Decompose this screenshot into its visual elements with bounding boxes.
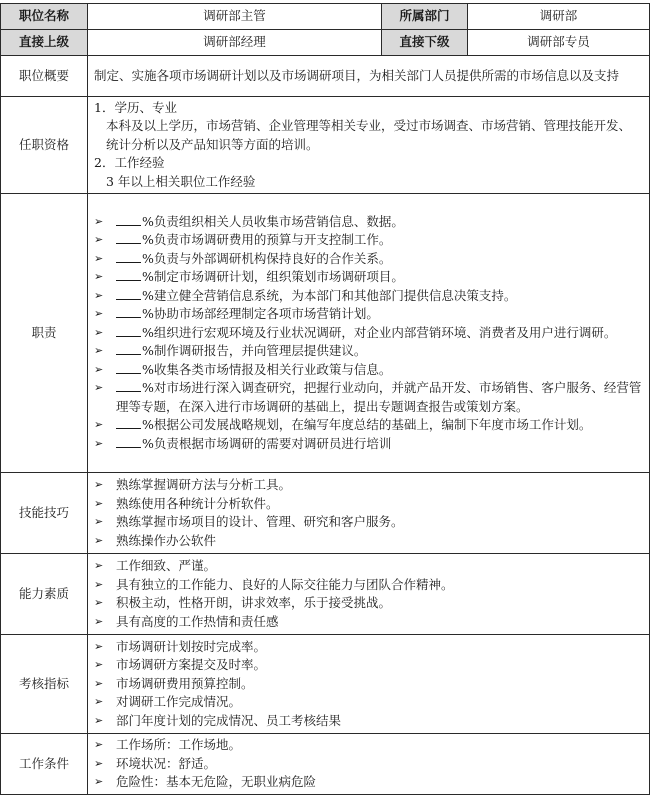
arrow-bullet-icon: ➢	[94, 756, 104, 770]
kpi-content	[88, 635, 650, 734]
kpi-text: 市场调研计划按时完成率。	[116, 638, 267, 654]
kpi-text: 市场调研费用预算控制。	[116, 675, 254, 691]
department-label: 所属部门	[382, 4, 468, 30]
kpi-item	[94, 712, 643, 731]
arrow-bullet-icon: ➢	[94, 307, 104, 321]
duty-item	[94, 287, 643, 306]
duties-content	[88, 194, 650, 473]
kpi-row	[1, 635, 650, 734]
percentage-blank	[116, 417, 141, 429]
percentage-blank	[116, 436, 141, 448]
kpi-item	[94, 656, 643, 675]
arrow-bullet-icon: ➢	[94, 381, 104, 395]
kpi-item	[94, 638, 643, 657]
condition-text: 工作场所：工作场地。	[116, 737, 242, 753]
duty-item	[94, 416, 643, 435]
position-name-value: 调研部主管	[88, 4, 382, 30]
skill-item	[94, 532, 643, 551]
duty-item	[94, 379, 643, 416]
duty-text: %协助市场部经理制定各项市场营销计划。	[142, 306, 379, 322]
position-name-label: 职位名称	[1, 4, 88, 30]
qualification-text: 本科及以上学历，市场营销、企业管理等相关专业，受过市场调查、市场营销、管理技能开发、统计分析以及产品知识等方面的培训。	[106, 118, 632, 152]
percentage-blank	[116, 251, 141, 263]
kpi-text: 对调研工作完成情况。	[116, 694, 242, 710]
ability-text: 具有独立的工作能力、良好的人际交往能力与团队合作精神。	[116, 576, 454, 592]
arrow-bullet-icon: ➢	[94, 695, 104, 709]
percentage-blank	[116, 232, 141, 244]
kpi-list	[94, 638, 643, 731]
ability-text: 工作细致、严谨。	[116, 558, 217, 573]
subordinate-value: 调研部专员	[468, 30, 650, 56]
arrow-bullet-icon: ➢	[94, 738, 104, 752]
duty-item	[94, 305, 643, 324]
percentage-blank	[116, 306, 141, 318]
ability-text: 积极主动，性格开朗，讲求效率，乐于接受挑战。	[116, 595, 392, 610]
skill-item	[94, 495, 643, 514]
department-value: 调研部	[468, 4, 650, 30]
kpi-text: 部门年度计划的完成情况、员工考核结果	[116, 712, 342, 728]
arrow-bullet-icon: ➢	[94, 233, 104, 247]
arrow-bullet-icon: ➢	[94, 515, 104, 528]
skills-label: 技能技巧	[1, 473, 88, 554]
arrow-bullet-icon: ➢	[94, 658, 104, 672]
duties-label: 职责	[1, 194, 88, 473]
arrow-bullet-icon: ➢	[94, 577, 104, 591]
kpi-item	[94, 693, 643, 712]
duty-text: %负责组织相关人员收集市场营销信息、数据。	[142, 213, 404, 229]
duty-item	[94, 342, 643, 361]
skills-list	[94, 476, 643, 550]
superior-label: 直接上级	[1, 30, 88, 56]
abilities-row	[1, 554, 650, 635]
overview-row	[1, 56, 650, 97]
skill-text: 熟练使用各种统计分析软件。	[116, 495, 279, 511]
skill-item	[94, 513, 643, 532]
abilities-list	[94, 557, 643, 631]
arrow-bullet-icon: ➢	[94, 270, 104, 284]
arrow-bullet-icon: ➢	[94, 596, 104, 609]
job-description-table	[0, 3, 650, 795]
ability-text: 具有高度的工作热情和责任感	[116, 613, 279, 629]
overview-label: 职位概要	[1, 56, 88, 97]
percentage-blank	[116, 269, 141, 281]
skills-content	[88, 473, 650, 554]
duty-text: %建立健全营销信息系统，为本部门和其他部门提供信息决策支持。	[142, 287, 517, 303]
arrow-bullet-icon: ➢	[94, 676, 104, 690]
conditions-label: 工作条件	[1, 734, 88, 795]
arrow-bullet-icon: ➢	[94, 288, 104, 302]
ability-item	[94, 613, 643, 632]
condition-item	[94, 755, 643, 774]
kpi-text: 市场调研方案提交及时率。	[116, 657, 267, 673]
arrow-bullet-icon: ➢	[94, 214, 104, 228]
ability-item	[94, 594, 643, 613]
qualification-heading: 2．工作经验	[94, 155, 165, 171]
duty-text: %对市场进行深入调查研究，把握行业动向，并就产品开发、市场销售、客户服务、经营管理等专题，在深入进行市场调研的基础上，提出专题调查报告或策划方案。	[116, 380, 642, 414]
duty-item	[94, 231, 643, 250]
arrow-bullet-icon: ➢	[94, 362, 104, 376]
qualification-text: 3 年以上相关职位工作经验	[106, 173, 256, 189]
subordinate-label: 直接下级	[382, 30, 468, 56]
arrow-bullet-icon: ➢	[94, 251, 104, 265]
abilities-label: 能力素质	[1, 554, 88, 635]
arrow-bullet-icon: ➢	[94, 436, 104, 450]
arrow-bullet-icon: ➢	[94, 496, 104, 510]
qualification-heading: 1．学历、专业	[94, 99, 177, 115]
conditions-row	[1, 734, 650, 795]
skill-text: 熟练操作办公软件	[116, 532, 217, 548]
qualifications-row	[1, 97, 650, 194]
arrow-bullet-icon: ➢	[94, 713, 104, 727]
duty-item	[94, 268, 643, 287]
arrow-bullet-icon: ➢	[94, 639, 104, 653]
duty-text: %负责根据市场调研的需要对调研员进行培训	[142, 435, 392, 451]
percentage-blank	[116, 214, 141, 226]
percentage-blank	[116, 362, 141, 374]
overview-text: 制定、实施各项市场调研计划以及市场调研项目，为相关部门人员提供所需的市场信息以及支持	[88, 56, 650, 97]
arrow-bullet-icon: ➢	[94, 533, 104, 547]
condition-item	[94, 736, 643, 755]
kpi-label: 考核指标	[1, 635, 88, 734]
duty-text: %组织进行宏观环境及行业状况调研，对企业内部营销环境、消费者及用户进行调研。	[142, 324, 617, 340]
percentage-blank	[116, 325, 141, 337]
skills-row	[1, 473, 650, 554]
arrow-bullet-icon: ➢	[94, 559, 104, 572]
duty-item	[94, 213, 643, 232]
duty-item	[94, 361, 643, 380]
duty-text: %根据公司发展战略规划，在编写年度总结的基础上，编制下年度市场工作计划。	[142, 417, 592, 433]
percentage-blank	[116, 343, 141, 355]
arrow-bullet-icon: ➢	[94, 775, 104, 789]
skill-item	[94, 476, 643, 495]
condition-text: 危险性：基本无危险，无职业病危险	[116, 774, 317, 790]
duty-text: %制定市场调研计划，组织策划市场调研项目。	[142, 269, 404, 285]
duties-list	[94, 213, 643, 454]
ability-item	[94, 576, 643, 595]
duty-text: %收集各类市场情报及相关行业政策与信息。	[142, 361, 392, 377]
header-row-1	[1, 4, 650, 30]
skill-text: 熟练掌握市场项目的设计、管理、研究和客户服务。	[116, 514, 404, 529]
header-row-2	[1, 30, 650, 56]
duty-text: %负责市场调研费用的预算与开支控制工作。	[142, 232, 392, 248]
duty-item	[94, 324, 643, 343]
arrow-bullet-icon: ➢	[94, 325, 104, 339]
duties-row	[1, 194, 650, 473]
duty-text: %负责与外部调研机构保持良好的合作关系。	[142, 250, 392, 266]
arrow-bullet-icon: ➢	[94, 344, 104, 358]
skill-text: 熟练掌握调研方法与分析工具。	[116, 477, 292, 492]
condition-text: 环境状况：舒适。	[116, 755, 217, 771]
conditions-content	[88, 734, 650, 795]
percentage-blank	[116, 380, 141, 392]
abilities-content	[88, 554, 650, 635]
qualifications-content	[88, 97, 650, 194]
duty-text: %制作调研报告，并向管理层提供建议。	[142, 343, 367, 359]
duty-item	[94, 250, 643, 269]
kpi-item	[94, 675, 643, 694]
percentage-blank	[116, 288, 141, 300]
conditions-list	[94, 736, 643, 792]
arrow-bullet-icon: ➢	[94, 478, 104, 491]
arrow-bullet-icon: ➢	[94, 614, 104, 628]
qualifications-label: 任职资格	[1, 97, 88, 194]
ability-item	[94, 557, 643, 576]
arrow-bullet-icon: ➢	[94, 418, 104, 432]
condition-item	[94, 773, 643, 792]
superior-value: 调研部经理	[88, 30, 382, 56]
duty-item	[94, 435, 643, 454]
